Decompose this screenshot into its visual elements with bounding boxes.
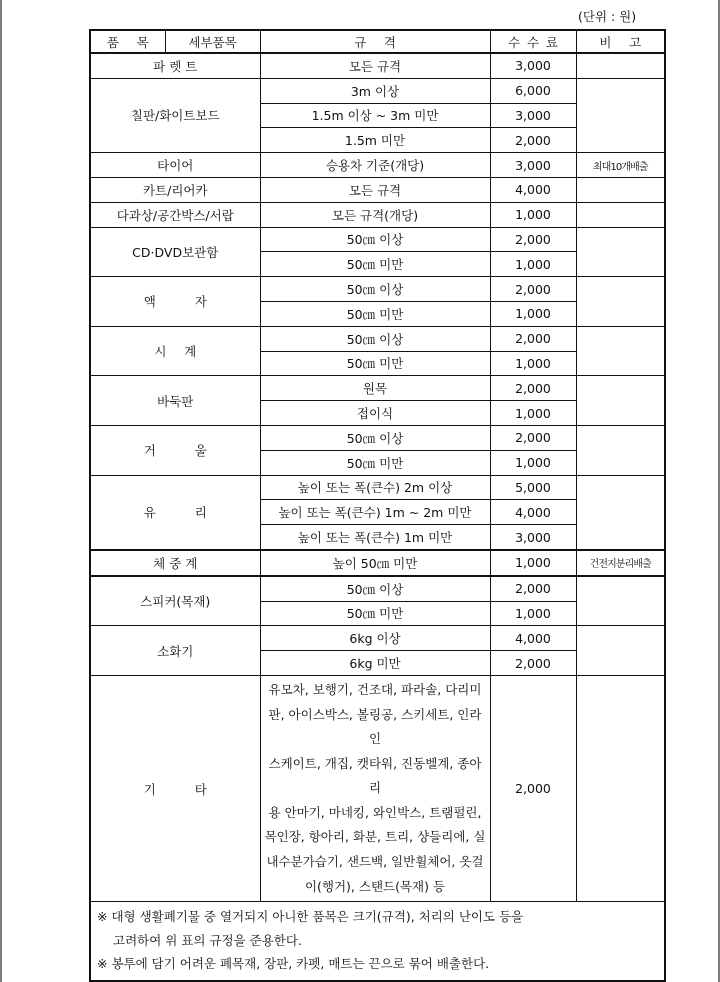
table-row bbox=[90, 326, 665, 351]
fee-cell: 4,000 bbox=[490, 177, 576, 202]
note-cell bbox=[576, 177, 665, 202]
fee-cell: 5,000 bbox=[490, 475, 576, 500]
other-items-line: 판, 아이스박스, 볼링공, 스키세트, 인라인 bbox=[268, 706, 482, 747]
note-cell bbox=[576, 576, 665, 626]
table-row bbox=[90, 626, 665, 651]
table-row bbox=[90, 675, 665, 901]
spec-cell: 접이식 bbox=[260, 401, 490, 426]
note-cell bbox=[576, 475, 665, 550]
note-cell bbox=[576, 626, 665, 676]
spec-cell: 모든 규격 bbox=[260, 53, 490, 78]
spec-cell: 원목 bbox=[260, 376, 490, 401]
table-row bbox=[90, 78, 665, 103]
table-row bbox=[90, 475, 665, 500]
item-name: 유 리 bbox=[90, 475, 260, 550]
table-row bbox=[90, 376, 665, 401]
spec-cell: 높이 또는 폭(큰수) 1m 미만 bbox=[260, 525, 490, 550]
spec-cell: 50㎝ 미만 bbox=[260, 601, 490, 626]
fee-cell: 2,000 bbox=[490, 326, 576, 351]
spec-cell: 50㎝ 이상 bbox=[260, 277, 490, 302]
fee-cell: 2,000 bbox=[490, 576, 576, 601]
item-name: 거 울 bbox=[90, 425, 260, 475]
header-sub-item: 세부품목 bbox=[165, 30, 260, 53]
spec-cell: 3m 이상 bbox=[260, 78, 490, 103]
header-row bbox=[90, 30, 665, 53]
note-cell bbox=[576, 675, 665, 901]
header-note: 비 고 bbox=[576, 30, 665, 53]
item-name: 소화기 bbox=[90, 626, 260, 676]
fee-cell: 2,000 bbox=[490, 651, 576, 676]
spec-cell: 50㎝ 미만 bbox=[260, 252, 490, 277]
page-left-border bbox=[0, 0, 2, 982]
fee-cell: 1,000 bbox=[490, 601, 576, 626]
spec-cell: 50㎝ 이상 bbox=[260, 576, 490, 601]
spec-cell: 50㎝ 이상 bbox=[260, 425, 490, 450]
spec-cell: 50㎝ 미만 bbox=[260, 351, 490, 376]
item-name: 타이어 bbox=[90, 153, 260, 178]
footnote-line: ※ 대형 생활폐기물 중 열거되지 아니한 품목은 크기(규격), 처리의 난이도 등을 bbox=[97, 909, 524, 925]
note-cell bbox=[576, 202, 665, 227]
fee-table bbox=[89, 29, 666, 982]
table-row bbox=[90, 177, 665, 202]
item-name: 바둑판 bbox=[90, 376, 260, 426]
spec-cell: 1.5m 이상 ~ 3m 미만 bbox=[260, 103, 490, 128]
item-name: 파 렛 트 bbox=[90, 53, 260, 78]
fee-cell: 1,000 bbox=[490, 550, 576, 576]
unit-label: (단위 : 원) bbox=[578, 9, 637, 24]
footnotes bbox=[90, 902, 665, 981]
header-fee: 수수료 bbox=[490, 30, 576, 53]
other-items-line: 스케이트, 개집, 캣타워, 진동벨계, 종아리 bbox=[268, 755, 482, 796]
fee-cell: 6,000 bbox=[490, 78, 576, 103]
spec-cell: 모든 규격 bbox=[260, 177, 490, 202]
table-body bbox=[90, 53, 665, 981]
fee-cell: 2,000 bbox=[490, 425, 576, 450]
item-name: CD·DVD보관함 bbox=[90, 227, 260, 277]
fee-cell: 2,000 bbox=[490, 675, 576, 901]
fee-cell: 3,000 bbox=[490, 153, 576, 178]
note-cell bbox=[576, 277, 665, 327]
note-cell bbox=[576, 376, 665, 426]
fee-cell: 2,000 bbox=[490, 128, 576, 153]
fee-cell: 1,000 bbox=[490, 351, 576, 376]
item-name: 액 자 bbox=[90, 277, 260, 327]
table-row bbox=[90, 227, 665, 252]
other-items-line: 내수분가습기, 샌드백, 일반휠체어, 옷걸 bbox=[266, 854, 484, 870]
other-items-list bbox=[260, 675, 490, 901]
table-row bbox=[90, 550, 665, 576]
spec-cell: 50㎝ 미만 bbox=[260, 450, 490, 475]
spec-cell: 6kg 이상 bbox=[260, 626, 490, 651]
item-name: 스피커(목재) bbox=[90, 576, 260, 626]
other-items-line: 용 안마기, 마네킹, 와인박스, 트램펄린, bbox=[268, 804, 482, 820]
fee-cell: 1,000 bbox=[490, 450, 576, 475]
item-name: 체 중 계 bbox=[90, 550, 260, 576]
fee-cell: 4,000 bbox=[490, 626, 576, 651]
spec-cell: 1.5m 미만 bbox=[260, 128, 490, 153]
item-name: 칠판/화이트보드 bbox=[90, 78, 260, 152]
other-items-line: 유모차, 보행기, 건조대, 파라솔, 다리미 bbox=[268, 681, 482, 697]
table-row bbox=[90, 153, 665, 178]
fee-cell: 3,000 bbox=[490, 53, 576, 78]
footnote-line: ※ 봉투에 담기 어려운 폐목재, 장판, 카펫, 매트는 끈으로 묶어 배출한다. bbox=[97, 956, 490, 972]
spec-cell: 승용차 기준(개당) bbox=[260, 153, 490, 178]
fee-cell: 1,000 bbox=[490, 401, 576, 426]
fee-cell: 3,000 bbox=[490, 103, 576, 128]
footnote-row bbox=[90, 902, 665, 981]
footnote-line: 고려하여 위 표의 규정을 준용한다. bbox=[113, 932, 302, 948]
table-row bbox=[90, 425, 665, 450]
fee-cell: 2,000 bbox=[490, 227, 576, 252]
spec-cell: 모든 규격(개당) bbox=[260, 202, 490, 227]
spec-cell: 높이 50㎝ 미만 bbox=[260, 550, 490, 576]
note-cell bbox=[576, 425, 665, 475]
item-name: 카트/리어카 bbox=[90, 177, 260, 202]
note-cell bbox=[576, 227, 665, 277]
other-items-line: 목인장, 항아리, 화분, 트리, 샹들리에, 실 bbox=[264, 829, 486, 845]
spec-cell: 50㎝ 미만 bbox=[260, 301, 490, 326]
note-cell bbox=[576, 53, 665, 78]
table-row bbox=[90, 53, 665, 78]
fee-cell: 1,000 bbox=[490, 301, 576, 326]
table-row bbox=[90, 202, 665, 227]
item-name: 시 계 bbox=[90, 326, 260, 376]
fee-cell: 1,000 bbox=[490, 202, 576, 227]
item-name: 기 타 bbox=[90, 675, 260, 901]
fee-cell: 1,000 bbox=[490, 252, 576, 277]
fee-cell: 4,000 bbox=[490, 500, 576, 525]
spec-cell: 높이 또는 폭(큰수) 1m ~ 2m 미만 bbox=[260, 500, 490, 525]
spec-cell: 50㎝ 이상 bbox=[260, 227, 490, 252]
table-row bbox=[90, 277, 665, 302]
note-cell: 최대10개배출 bbox=[576, 153, 665, 178]
header-spec: 규 격 bbox=[260, 30, 490, 53]
spec-cell: 높이 또는 폭(큰수) 2m 이상 bbox=[260, 475, 490, 500]
fee-cell: 2,000 bbox=[490, 277, 576, 302]
fee-cell: 2,000 bbox=[490, 376, 576, 401]
note-cell bbox=[576, 78, 665, 152]
spec-cell: 6kg 미만 bbox=[260, 651, 490, 676]
table-row bbox=[90, 576, 665, 601]
note-cell bbox=[576, 326, 665, 376]
item-name: 다과상/공간박스/서랍 bbox=[90, 202, 260, 227]
note-cell: 건전지분리배출 bbox=[576, 550, 665, 576]
spec-cell: 50㎝ 이상 bbox=[260, 326, 490, 351]
header-item: 품 목 bbox=[90, 30, 165, 53]
fee-cell: 3,000 bbox=[490, 525, 576, 550]
other-items-line: 이(행거), 스탠드(목재) 등 bbox=[304, 878, 446, 894]
